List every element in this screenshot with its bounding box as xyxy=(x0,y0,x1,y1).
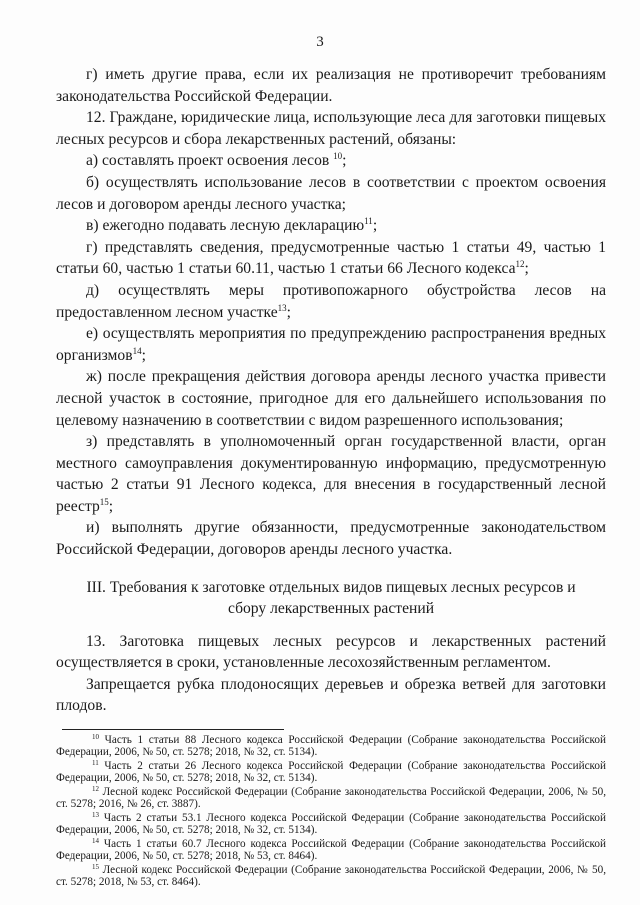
footnote xyxy=(56,812,606,837)
document-body xyxy=(56,64,606,890)
footnote xyxy=(56,838,606,863)
obligation-d-end: ; xyxy=(286,303,292,321)
footnote-number: 14 xyxy=(92,837,99,846)
obligation-v xyxy=(56,215,606,237)
paragraph-13: 13. Заготовка пищевых лесных ресурсов и лекарственных растений осуществляется в сроки, установленные лесохозяйственным регламентом. xyxy=(56,632,606,672)
footnote-text: Часть 1 статьи 60.7 Лесного кодекса Российской Федерации (Собрание законодательства Российской Федерации, 2006, № 50, ст. 5278; 2018, № 53, ст. 8464). xyxy=(56,838,607,863)
obligation-z-text: з) представлять в уполномоченный орган государственной власти, орган местного самоуправления документированную информацию, предусмотренную частью 2 статьи 91 Лесного кодекса, для внесения в государственный лесной реестр xyxy=(56,433,606,515)
paragraph-12: 12. Граждане, юридические лица, использующие леса для заготовки пищевых лесных ресурсов и сбора лекарственных растений, обязаны: xyxy=(56,109,606,148)
obligation-b: б) осуществлять использование лесов в соответствии с проектом освоения лесов и договором аренды лесного участка; xyxy=(56,173,606,213)
footnote-number: 15 xyxy=(92,863,99,872)
obligation-g xyxy=(56,237,606,280)
obligation-e-text: е) осуществлять мероприятия по предупреждению распространения вредных организмов xyxy=(56,325,606,364)
footnote-text: Лесной кодекс Российской Федерации (Собрание законодательства Российской Федерации, 2006, № 50, ст. 5278; 2018, № 53, ст. 8464). xyxy=(56,864,606,889)
section-heading: III. Требования к заготовке отдельных видов пищевых лесных ресурсов и сбору лекарственных растений xyxy=(86,578,576,617)
footnote-ref-15: 15 xyxy=(99,496,109,507)
obligation-g-end: ; xyxy=(524,260,529,278)
obligation-i: и) выполнять другие обязанности, предусмотренные законодательством Российской Федерации, договоров аренды лесного участка. xyxy=(56,519,606,559)
footnote-separator xyxy=(62,729,284,730)
obligation-d-text: д) осуществлять меры противопожарного обустройства лесов на предоставленном лесном участке xyxy=(56,281,606,321)
obligation-z xyxy=(56,431,606,517)
footnote-number: 12 xyxy=(92,785,99,794)
footnotes xyxy=(56,734,606,889)
footnote-ref-11: 11 xyxy=(364,216,373,227)
footnote-text: Лесной кодекс Российской Федерации (Собрание законодательства Российской Федерации, 2006, № 50, ст. 5278; 2016, № 26, ст. 3887). xyxy=(56,786,606,811)
obligation-zh: ж) после прекращения действия договора аренды лесного участка привести лесной участок в состояние, пригодное для его дальнейшего использования по целевому назначению в соответствии с видом разрешенного использования; xyxy=(56,368,606,429)
obligation-z-end: ; xyxy=(108,497,114,515)
obligation-e-end: ; xyxy=(141,346,146,364)
obligation-a xyxy=(56,150,606,172)
footnote-text: Часть 2 статьи 26 Лесного кодекса Российской Федерации (Собрание законодательства Российской Федерации, 2006, № 50, ст. 5278; 2018, № 32, ст. 5134). xyxy=(56,760,606,785)
footnote-ref-10: 10 xyxy=(333,151,343,162)
footnote-number: 13 xyxy=(92,811,99,820)
footnote-text: Часть 2 статьи 53.1 Лесного кодекса Российской Федерации (Собрание законодательства Российской Федерации, 2006, № 50, ст. 5278; 2018, № 32, ст. 5134). xyxy=(56,812,607,837)
footnote-ref-12: 12 xyxy=(515,259,525,270)
footnote-text: Часть 1 статьи 88 Лесного кодекса Российской Федерации (Собрание законодательства Российской Федерации, 2006, № 50, ст. 5278; 2018, № 32, ст. 5134). xyxy=(56,734,607,759)
footnote-number: 11 xyxy=(92,759,99,768)
obligation-a-end: ; xyxy=(342,152,347,170)
obligation-e xyxy=(56,323,606,366)
footnote xyxy=(56,760,606,785)
footnote-number: 10 xyxy=(92,733,99,742)
footnote xyxy=(56,864,606,889)
footnote xyxy=(56,786,606,811)
footnote-ref-13: 13 xyxy=(277,302,287,313)
obligation-g-text: г) представлять сведения, предусмотренные частью 1 статьи 49, частью 1 статьи 60, частью 1 статьи 60.11, частью 1 статьи 66 Лесного кодекса xyxy=(56,238,606,278)
page-number: 3 xyxy=(316,34,324,50)
paragraph-rights: г) иметь другие права, если их реализация не противоречит требованиям законодательства Российской Федерации. xyxy=(56,66,606,105)
obligation-a-text: а) составлять проект освоения лесов xyxy=(86,152,334,170)
obligation-v-text: в) ежегодно подавать лесную декларацию xyxy=(86,217,365,235)
footnote-ref-14: 14 xyxy=(132,345,142,356)
paragraph-prohibition: Запрещается рубка плодоносящих деревьев и обрезка ветвей для заготовки плодов. xyxy=(56,675,606,715)
footnote xyxy=(56,734,606,759)
obligation-d xyxy=(56,280,606,323)
obligation-v-end: ; xyxy=(372,217,378,235)
